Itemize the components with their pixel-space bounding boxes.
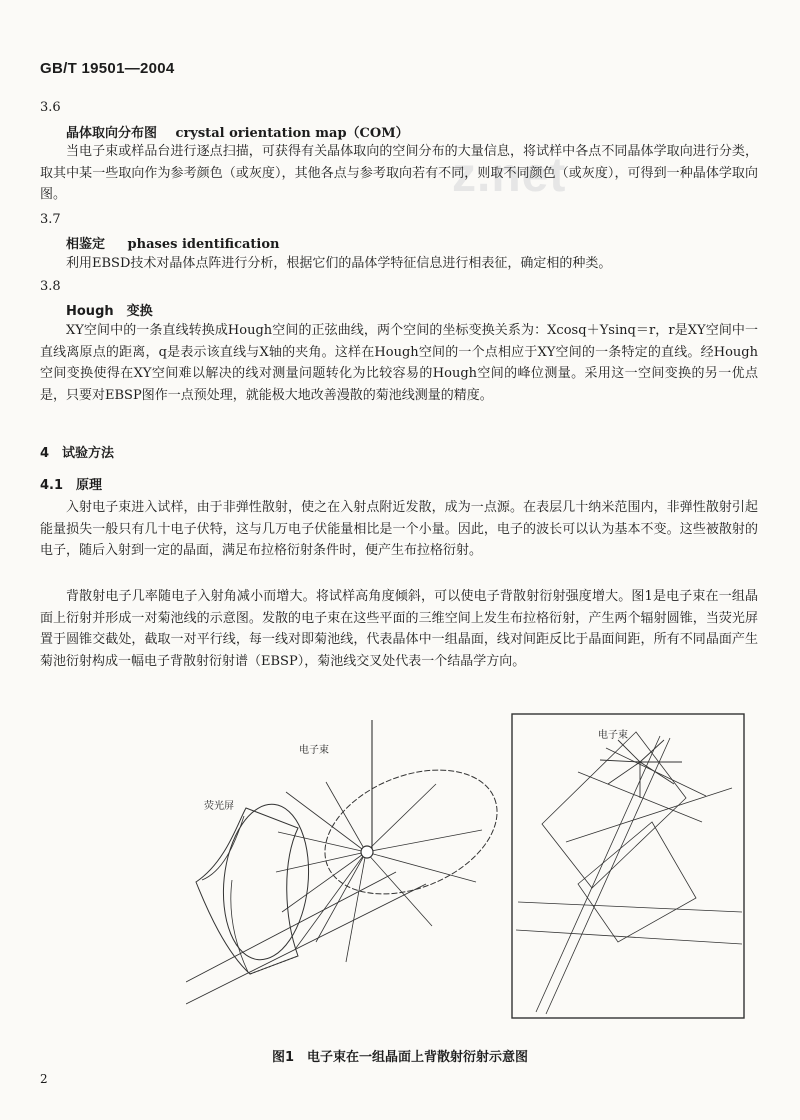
paragraph-principle-2: 背散射电子几率随电子入射角减小而增大。将试样高角度倾斜，可以使电子背散射衍射强度增大。图1是电子束在一组晶面上衍射并形成一对菊池线的示意图。发散的电子束在这些平面的三维空间上发生布拉格衍射，产生两个辐射圆锥，当荧光屏置于圆锥交截处，截取一对平行线，每一线对即菊池线，代表晶体中一组晶面，线对间距反比于晶面间距，所有不同晶面产生菊池衍射构成一幅电子背散射衍射谱（EBSP），菊池线交叉处代表一个结晶学方向。 <box>40 589 758 669</box>
term-en: phases identification <box>127 237 280 252</box>
page-number: 2 <box>40 1072 48 1086</box>
figure-1 <box>186 712 752 1024</box>
term-cn: 相鉴定 <box>66 237 106 252</box>
ebsd-diagram <box>186 712 752 1024</box>
definition-3-8: XY空间中的一条直线转换成Hough空间的正弦曲线，两个空间的坐标变换关系为：Xcosq＋Ysinq＝r，r是XY空间中一直线离原点的距离，q是表示该直线与X轴的夹角。这样在Hough空间的一个点相应于XY空间的一条特定的直线。经Hough空间变换使得在XY空间难以解决的线对测量问题转化为比较容易的Hough空间的峰位测量。采用这一空间变换的另一优点是，只要对EBSP图作一点预处理，就能极大地改善漫散的菊池线测量的精度。 <box>40 323 758 403</box>
section-heading-4: 4 试验方法 <box>40 446 115 461</box>
figure-caption: 图1 电子束在一组晶面上背散射衍射示意图 <box>271 1050 529 1065</box>
term-3-8: Hough 变换 <box>66 304 153 319</box>
term-3-7 <box>66 233 280 252</box>
term-3-6 <box>66 122 409 141</box>
watermark: z.net <box>452 149 567 202</box>
section-number-3-7: 3.7 <box>40 212 61 227</box>
label-fluorescent-screen: 荧光屏 <box>204 801 234 812</box>
section-number-3-8: 3.8 <box>40 279 61 294</box>
paragraph-principle-1: 入射电子束进入试样，由于非弹性散射，使之在入射点附近发散，成为一点源。在表层几十纳米范围内，非弹性散射引起能量损失一般只有几十电子伏特，这与几万电子伏能量相比是一个小量。因此，电子的波长可以认为基本不变。这些被散射的电子，随后入射到一定的晶面，满足布拉格衍射条件时，便产生布拉格衍射。 <box>40 500 758 558</box>
term-cn: 晶体取向分布图 <box>66 126 158 141</box>
label-inset-electron-beam: 电子束 <box>598 730 628 741</box>
standard-code: GB/T 19501—2004 <box>40 60 175 77</box>
definition-3-6: 当电子束或样品台进行逐点扫描，可获得有关晶体取向的空间分布的大量信息，将试样中各点不同晶体学取向进行分类，取其中某一些取向作为参考颜色（或灰度），其他各点与参考取向若有不同，则取不同颜色（或灰度），可得到一种晶体学取向图。 <box>40 144 758 202</box>
label-electron-beam: 电子束 <box>299 745 329 756</box>
definition-3-7: 利用EBSD技术对晶体点阵进行分析，根据它们的晶体学特征信息进行相表征，确定相的种类。 <box>66 256 612 271</box>
section-number-3-6: 3.6 <box>40 100 61 115</box>
term-en: crystal orientation map（COM） <box>175 126 409 141</box>
section-heading-4-1: 4.1 原理 <box>40 478 103 493</box>
